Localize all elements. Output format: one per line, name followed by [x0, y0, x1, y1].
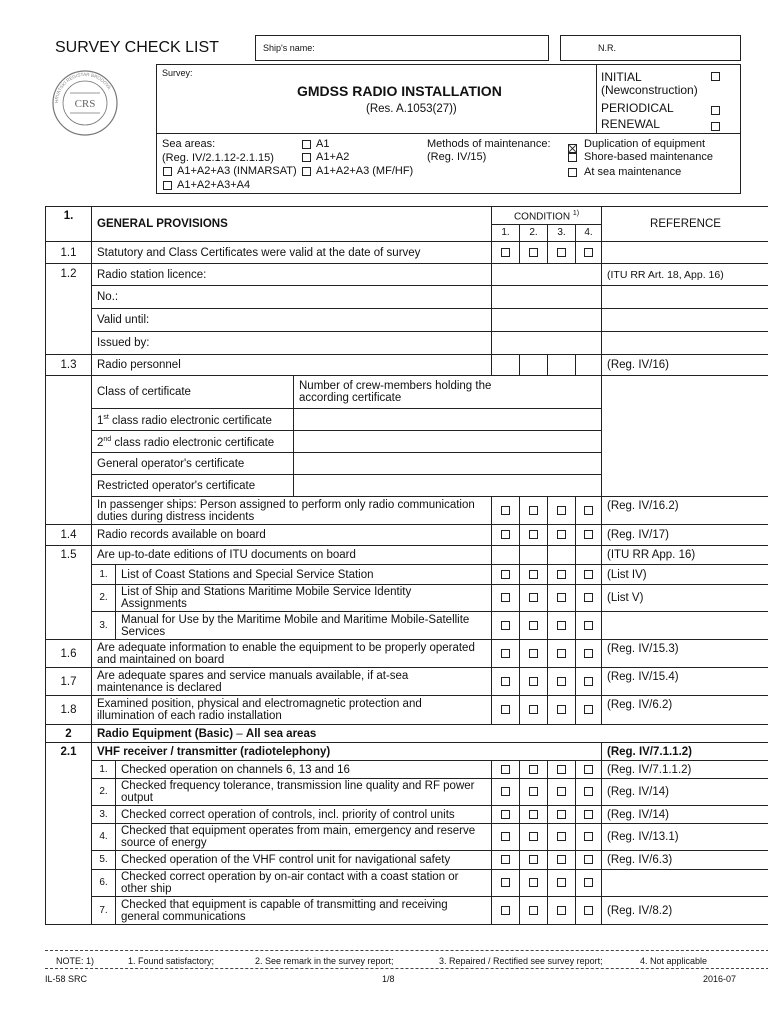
row-text: Are adequate spares and service manuals available, if at-sea maintenance is declared — [92, 668, 492, 696]
row-reference: (Reg. IV/17) — [602, 525, 768, 546]
section-1-number: 1. — [46, 207, 92, 242]
table-row — [46, 851, 768, 870]
row-text: VHF receiver / transmitter (radiotelephony) — [92, 743, 602, 761]
survey-type-initial: INITIAL — [601, 70, 642, 84]
checkbox[interactable] — [501, 506, 510, 515]
row-reference: (Reg. IV/15.4) — [602, 668, 768, 696]
survey-title: GMDSS RADIO INSTALLATION — [297, 83, 502, 99]
row-text: Are up-to-date editions of ITU documents on board — [92, 546, 492, 565]
section-1-title: GENERAL PROVISIONS — [92, 207, 492, 242]
note-1: 1. Found satisfactory; — [128, 956, 215, 966]
row-reference: (ITU RR Art. 18, App. 16) — [602, 264, 768, 286]
row-text: List of Ship and Stations Maritime Mobile Service Identity Assignments — [116, 585, 492, 612]
checkbox[interactable] — [557, 677, 566, 686]
sea-area-inmarsat-checkbox[interactable] — [163, 167, 172, 176]
checkbox[interactable] — [529, 621, 538, 630]
checkbox[interactable] — [501, 593, 510, 602]
notes-label: NOTE: 1) — [56, 956, 95, 966]
checkbox[interactable] — [501, 855, 510, 864]
table-row — [46, 897, 768, 925]
checkbox[interactable] — [501, 787, 510, 796]
checkbox[interactable] — [557, 878, 566, 887]
sea-area-a4-label: A1+A2+A3+A4 — [177, 179, 251, 191]
table-row — [46, 761, 768, 779]
table-row — [46, 242, 768, 264]
table-row — [46, 779, 768, 806]
cert-first-class: 1st class radio electronic certificate — [92, 409, 294, 431]
row-reference: (Reg. IV/14) — [602, 779, 768, 806]
crs-logo — [50, 68, 120, 138]
checkbox[interactable] — [529, 593, 538, 602]
sea-area-a1-label: A1 — [316, 138, 330, 150]
sub-number: 6. — [92, 870, 116, 897]
crs-seal-icon — [50, 68, 120, 138]
sub-number: 1. — [92, 565, 116, 585]
survey-subtitle: (Res. A.1053(27)) — [366, 103, 457, 115]
checkbox[interactable] — [501, 677, 510, 686]
checkbox[interactable] — [529, 765, 538, 774]
checkbox[interactable] — [584, 855, 593, 864]
row-reference: (Reg. IV/6.2) — [602, 696, 768, 725]
condition-col-3: 3. — [548, 225, 576, 242]
checkbox[interactable] — [584, 621, 593, 630]
checkbox[interactable] — [557, 593, 566, 602]
table-row — [46, 640, 768, 668]
shore-based-checkbox[interactable] — [568, 153, 577, 162]
logo-text: CRS — [74, 98, 96, 110]
checkbox[interactable] — [557, 765, 566, 774]
row-reference: (Reg. IV/13.1) — [602, 824, 768, 851]
licence-issued-field[interactable]: Issued by: — [92, 332, 492, 355]
cert-count-header: Number of crew-members holding the according certificate — [294, 376, 602, 409]
nr-label: N.R. — [598, 43, 616, 53]
sub-number: 7. — [92, 897, 116, 925]
row-reference: (Reg. IV/16.2) — [602, 497, 768, 525]
survey-type-periodical: PERIODICAL — [601, 101, 674, 115]
row-number: 1.3 — [46, 355, 92, 376]
row-reference: (ITU RR App. 16) — [602, 546, 768, 565]
sub-number: 4. — [92, 824, 116, 851]
checkbox[interactable] — [501, 705, 510, 714]
licence-valid-field[interactable]: Valid until: — [92, 309, 492, 332]
row-number: 1.4 — [46, 525, 92, 546]
checkbox[interactable] — [501, 621, 510, 630]
row-text: Checked that equipment is capable of transmitting and receiving general communications — [116, 897, 492, 925]
section-row — [46, 725, 768, 743]
maintenance-label: Methods of maintenance: — [427, 138, 551, 150]
row-number: 1.6 — [46, 640, 92, 668]
row-text: Checked correct operation by on-air contact with a coast station or other ship — [116, 870, 492, 897]
section-2-title: Radio Equipment (Basic) – All sea areas — [92, 725, 768, 743]
checklist-table — [45, 206, 768, 925]
row-text: Radio station licence: — [92, 264, 492, 286]
condition-col-4: 4. — [576, 225, 602, 242]
sea-area-a1a2-label: A1+A2 — [316, 151, 350, 163]
sea-areas-label: Sea areas: — [162, 138, 216, 150]
sub-number: 1. — [92, 761, 116, 779]
sub-number: 3. — [92, 612, 116, 640]
cert-count-field[interactable] — [294, 431, 602, 453]
table-row — [46, 497, 768, 525]
table-row — [46, 525, 768, 546]
checkbox[interactable] — [557, 570, 566, 579]
duplication-checkbox[interactable] — [568, 144, 577, 153]
checkbox[interactable] — [529, 506, 538, 515]
table-row — [46, 355, 768, 376]
cert-class-header: Class of certificate — [92, 376, 294, 409]
sea-area-mfhf-checkbox[interactable] — [302, 167, 311, 176]
sea-areas-reg: (Reg. IV/2.1.12-2.1.15) — [162, 152, 274, 164]
checkbox[interactable] — [529, 906, 538, 915]
checkbox[interactable] — [584, 765, 593, 774]
condition-header: CONDITION $^{1)}$ — [492, 207, 602, 225]
row-text: Checked operation of the VHF control unit for navigational safety — [116, 851, 492, 870]
checkbox[interactable] — [557, 906, 566, 915]
page-number: 1/8 — [382, 974, 395, 984]
checkbox[interactable] — [557, 506, 566, 515]
checkbox[interactable] — [557, 530, 566, 539]
checkbox[interactable] — [501, 570, 510, 579]
table-row — [46, 824, 768, 851]
checkbox[interactable] — [584, 593, 593, 602]
checkbox[interactable] — [501, 649, 510, 658]
duplication-label: Duplication of equipment — [584, 138, 706, 150]
row-number: 1.8 — [46, 696, 92, 725]
note-4: 4. Not applicable — [640, 956, 708, 966]
reference-header: REFERENCE — [602, 207, 768, 242]
table-row — [46, 585, 768, 612]
sub-number: 2. — [92, 779, 116, 806]
nr-field[interactable] — [560, 35, 741, 61]
row-number: 1.5 — [46, 546, 92, 565]
checkbox[interactable] — [557, 705, 566, 714]
periodical-checkbox[interactable] — [711, 106, 720, 115]
survey-label: Survey: — [162, 68, 193, 78]
row-reference: (Reg. IV/15.3) — [602, 640, 768, 668]
checkbox[interactable] — [584, 248, 593, 257]
sea-area-a1a2-checkbox[interactable] — [302, 153, 311, 162]
at-sea-label: At sea maintenance — [584, 166, 682, 178]
checkbox[interactable] — [529, 832, 538, 841]
table-row — [46, 565, 768, 585]
sea-area-mfhf-label: A1+A2+A3 (MF/HF) — [316, 165, 414, 177]
checkbox[interactable] — [501, 248, 510, 257]
table-row — [46, 806, 768, 824]
note-2: 2. See remark in the survey report; — [255, 956, 394, 966]
checkbox[interactable] — [529, 878, 538, 887]
empty-cell — [492, 264, 602, 286]
initial-checkbox[interactable] — [711, 72, 720, 81]
checkbox[interactable] — [501, 906, 510, 915]
maintenance-reg: (Reg. IV/15) — [427, 151, 487, 163]
table-row — [46, 668, 768, 696]
checkbox[interactable] — [584, 705, 593, 714]
row-reference: (List IV) — [602, 565, 768, 585]
checkbox[interactable] — [529, 570, 538, 579]
row-number: 1.7 — [46, 668, 92, 696]
checkbox[interactable] — [584, 787, 593, 796]
row-number: 1.1 — [46, 242, 92, 264]
row-text: Checked that equipment operates from main, emergency and reserve source of energy — [116, 824, 492, 851]
checkbox[interactable] — [501, 832, 510, 841]
row-reference: (Reg. IV/6.3) — [602, 851, 768, 870]
row-number: 1.2 — [46, 264, 92, 286]
row-reference: (Reg. IV/7.1.1.2) — [602, 761, 768, 779]
form-date: 2016-07 — [703, 974, 737, 984]
sub-number: 3. — [92, 806, 116, 824]
row-reference: (Reg. IV/7.1.1.2) — [602, 743, 768, 761]
logo-ring-text: HRVATSKI REGISTAR BRODOVA — [53, 71, 112, 104]
survey-type-renewal: RENEWAL — [601, 117, 660, 131]
checkbox[interactable] — [557, 832, 566, 841]
sub-number: 2. — [92, 585, 116, 612]
section-2-number: 2 — [46, 725, 92, 743]
checkbox[interactable] — [584, 832, 593, 841]
ships-name-field[interactable] — [255, 35, 549, 61]
sub-number: 5. — [92, 851, 116, 870]
sea-area-a4-checkbox[interactable] — [163, 181, 172, 190]
row-text: Are adequate information to enable the equipment to be properly operated and maintained on board — [92, 640, 492, 668]
checkbox[interactable] — [584, 506, 593, 515]
checkbox[interactable] — [584, 906, 593, 915]
condition-col-2: 2. — [520, 225, 548, 242]
table-row — [46, 264, 768, 286]
checkbox[interactable] — [529, 649, 538, 658]
row-reference: (Reg. IV/8.2) — [602, 897, 768, 925]
checkbox[interactable] — [584, 878, 593, 887]
page-title: SURVEY CHECK LIST — [55, 39, 219, 56]
row-text: Checked frequency tolerance, transmission line quality and RF power output — [116, 779, 492, 806]
row-text: List of Coast Stations and Special Service Station — [116, 565, 492, 585]
row-number: 2.1 — [46, 743, 92, 761]
row-text: Examined position, physical and electromagnetic protection and illumination of each radio installation — [92, 696, 492, 725]
checkbox[interactable] — [557, 810, 566, 819]
row-text: In passenger ships: Person assigned to perform only radio communication duties during distress incidents — [92, 497, 492, 525]
checkbox[interactable] — [584, 649, 593, 658]
checkbox[interactable] — [584, 530, 593, 539]
ships-name-label: Ship's name: — [263, 43, 315, 53]
row-reference: (Reg. IV/14) — [602, 806, 768, 824]
condition-col-1: 1. — [492, 225, 520, 242]
checkbox[interactable] — [557, 649, 566, 658]
row-text: Statutory and Class Certificates were valid at the date of survey — [92, 242, 492, 264]
sea-area-a1-checkbox[interactable] — [302, 140, 311, 149]
renewal-checkbox[interactable] — [711, 122, 720, 131]
checkbox[interactable] — [501, 878, 510, 887]
row-reference: (Reg. IV/16) — [602, 355, 768, 376]
row-reference — [602, 870, 768, 897]
row-reference — [602, 612, 768, 640]
checkbox[interactable] — [584, 677, 593, 686]
checkbox[interactable] — [529, 248, 538, 257]
checkbox[interactable] — [529, 855, 538, 864]
checkbox[interactable] — [529, 530, 538, 539]
cert-count-field[interactable] — [294, 475, 602, 497]
form-id: IL-58 SRC — [45, 974, 88, 984]
survey-type-initial-sub: (Newconstruction) — [601, 83, 698, 97]
cert-restricted: Restricted operator's certificate — [92, 475, 294, 497]
table-row — [46, 870, 768, 897]
checkbox[interactable] — [557, 248, 566, 257]
checkbox[interactable] — [557, 621, 566, 630]
checkbox[interactable] — [584, 810, 593, 819]
table-row — [46, 546, 768, 565]
shore-based-label: Shore-based maintenance — [584, 151, 714, 163]
checkbox[interactable] — [557, 855, 566, 864]
checkbox[interactable] — [501, 530, 510, 539]
row-text: Radio personnel — [92, 355, 492, 376]
row-text: Checked operation on channels 6, 13 and 16 — [116, 761, 492, 779]
row-reference: (List V) — [602, 585, 768, 612]
cert-count-field[interactable] — [294, 409, 602, 431]
row-text: Checked correct operation of controls, incl. priority of control units — [116, 806, 492, 824]
checkbox[interactable] — [529, 705, 538, 714]
table-row — [46, 743, 768, 761]
table-row — [46, 696, 768, 725]
note-3: 3. Repaired / Rectified see survey report; — [439, 956, 603, 966]
checkbox[interactable] — [529, 810, 538, 819]
table-row — [46, 612, 768, 640]
cert-general: General operator's certificate — [92, 453, 294, 475]
checkbox[interactable] — [501, 810, 510, 819]
cert-second-class: 2nd class radio electronic certificate — [92, 431, 294, 453]
cert-count-field[interactable] — [294, 453, 602, 475]
checkbox[interactable] — [501, 765, 510, 774]
row-text: Manual for Use by the Maritime Mobile and Maritime Mobile-Satellite Services — [116, 612, 492, 640]
checkbox[interactable] — [584, 570, 593, 579]
row-text: Radio records available on board — [92, 525, 492, 546]
checkbox[interactable] — [557, 787, 566, 796]
row-reference — [602, 242, 768, 264]
checkbox[interactable] — [529, 677, 538, 686]
checkbox[interactable] — [529, 787, 538, 796]
sea-area-inmarsat-label: A1+A2+A3 (INMARSAT) — [177, 165, 297, 177]
at-sea-checkbox[interactable] — [568, 168, 577, 177]
licence-no-field[interactable]: No.: — [92, 286, 492, 309]
